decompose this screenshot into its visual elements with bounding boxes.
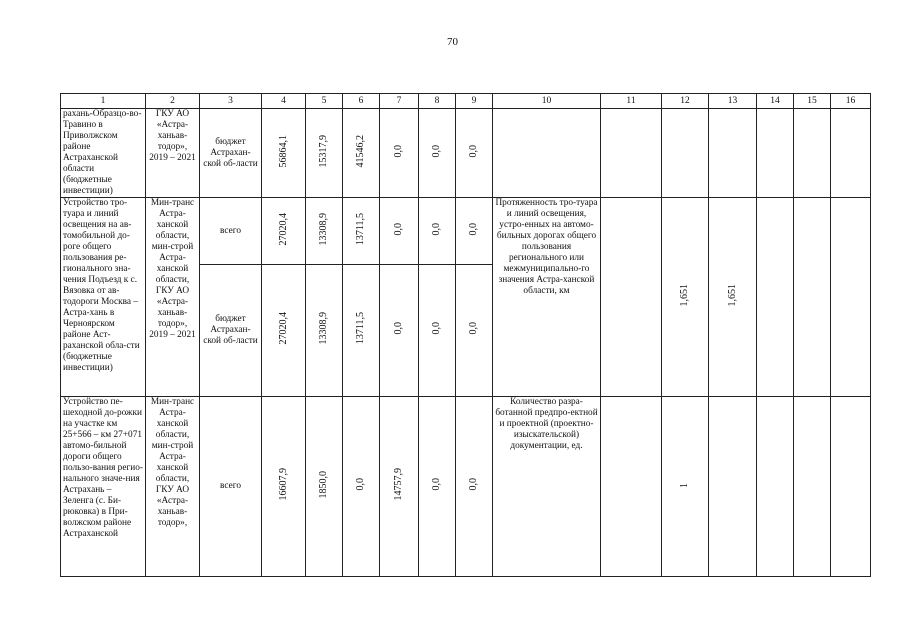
indicator-cell: Количество разра-ботанной предпро-ектной и проектной (проектно-изыскательской) документации, ед. — [493, 397, 601, 577]
table-row — [61, 109, 871, 198]
empty-cell — [601, 397, 662, 577]
funding-source-cell: всего — [200, 198, 262, 265]
col-header: 8 — [419, 94, 456, 109]
funding-source-cell: всего — [200, 397, 262, 577]
value-cell: 1 — [662, 397, 709, 577]
empty-cell — [757, 109, 794, 198]
value-cell: 13308,9 — [306, 198, 343, 265]
col-header: 7 — [380, 94, 419, 109]
col-header: 9 — [456, 94, 493, 109]
col-header: 13 — [709, 94, 757, 109]
empty-cell — [794, 198, 831, 397]
col-header: 10 — [493, 94, 601, 109]
empty-cell — [709, 397, 757, 577]
col-header: 3 — [200, 94, 262, 109]
empty-cell — [831, 198, 871, 397]
col-header: 12 — [662, 94, 709, 109]
value-cell: 0,0 — [456, 397, 493, 577]
value-cell: 13711,5 — [343, 198, 380, 265]
executor-cell: Мин-транс Астра-ханской области, мин-строй Астра-ханской области, ГКУ АО «Астра-ханьав-тодор», 2019 – 2021 — [146, 198, 200, 397]
value-cell: 13308,9 — [306, 265, 343, 397]
value-cell: 1,651 — [709, 198, 757, 397]
col-header: 1 — [61, 94, 146, 109]
value-cell: 0,0 — [419, 109, 456, 198]
col-header: 16 — [831, 94, 871, 109]
page-number: 70 — [447, 36, 458, 48]
empty-cell — [794, 397, 831, 577]
table-row — [61, 397, 871, 577]
value-cell: 1850,0 — [306, 397, 343, 577]
executor-cell: Мин-транс Астра-ханской области, мин-строй Астра-ханской области, ГКУ АО «Астра-ханьав-тодор», — [146, 397, 200, 577]
value-cell: 0,0 — [419, 198, 456, 265]
value-cell: 0,0 — [456, 198, 493, 265]
value-cell: 41546,2 — [343, 109, 380, 198]
empty-cell — [794, 109, 831, 198]
value-cell: 0,0 — [419, 265, 456, 397]
col-header: 6 — [343, 94, 380, 109]
funding-source-cell: бюджет Астрахан-ской об-ласти — [200, 109, 262, 198]
value-cell: 56864,1 — [262, 109, 306, 198]
empty-cell — [601, 198, 662, 397]
value-cell: 0,0 — [343, 397, 380, 577]
budget-table — [60, 93, 871, 577]
value-cell: 13711,5 — [343, 265, 380, 397]
funding-source-cell: бюджет Астрахан-ской об-ласти — [200, 265, 262, 397]
value-cell: 27020,4 — [262, 198, 306, 265]
value-cell: 0,0 — [380, 109, 419, 198]
value-cell: 1,651 — [662, 198, 709, 397]
value-cell: 0,0 — [380, 198, 419, 265]
col-header: 15 — [794, 94, 831, 109]
executor-cell: ГКУ АО «Астра-ханьав-тодор», 2019 – 2021 — [146, 109, 200, 198]
value-cell: 15317,9 — [306, 109, 343, 198]
value-cell: 0,0 — [380, 265, 419, 397]
col-header: 2 — [146, 94, 200, 109]
empty-cell — [831, 109, 871, 198]
empty-cell — [709, 109, 757, 198]
empty-cell — [662, 109, 709, 198]
col-header: 5 — [306, 94, 343, 109]
empty-cell — [831, 397, 871, 577]
value-cell: 14757,9 — [380, 397, 419, 577]
value-cell: 16607,9 — [262, 397, 306, 577]
empty-cell — [757, 397, 794, 577]
value-cell: 27020,4 — [262, 265, 306, 397]
value-cell: 0,0 — [456, 265, 493, 397]
empty-cell — [757, 198, 794, 397]
object-name-cell: Устройство тро-туара и линий освещения на ав-томобильной до-роге общего пользования ре-гионального зна-чения Подъезд к с. Вязовка от ав-тодороги Москва – Астра-хань в Черноярском районе Аст-раханской обла-сти (бюджетные инвестиции) — [61, 198, 146, 397]
col-header: 11 — [601, 94, 662, 109]
col-header: 4 — [262, 94, 306, 109]
table-row — [61, 198, 871, 265]
empty-cell — [601, 109, 662, 198]
header-row — [61, 94, 871, 109]
indicator-cell — [493, 109, 601, 198]
value-cell: 0,0 — [419, 397, 456, 577]
indicator-cell: Протяженность тро-туара и линий освещения, устро-енных на автомо-бильных дорогах общего пользования регионального или межмуниципально-го значения Астра-ханской области, км — [493, 198, 601, 397]
object-name-cell: рахань-Образцо-во-Травино в Приволжском районе Астраханской области (бюджетные инвестиции) — [61, 109, 146, 198]
col-header: 14 — [757, 94, 794, 109]
value-cell: 0,0 — [456, 109, 493, 198]
object-name-cell: Устройство пе-шеходной до-рожки на участке км 25+566 – км 27+071 автомо-бильной дороги общего пользо-вания регио-нального значе-ния Астрахань – Зеленга (с. Би-рюковка) в При-волжском районе Астраханской — [61, 397, 146, 577]
